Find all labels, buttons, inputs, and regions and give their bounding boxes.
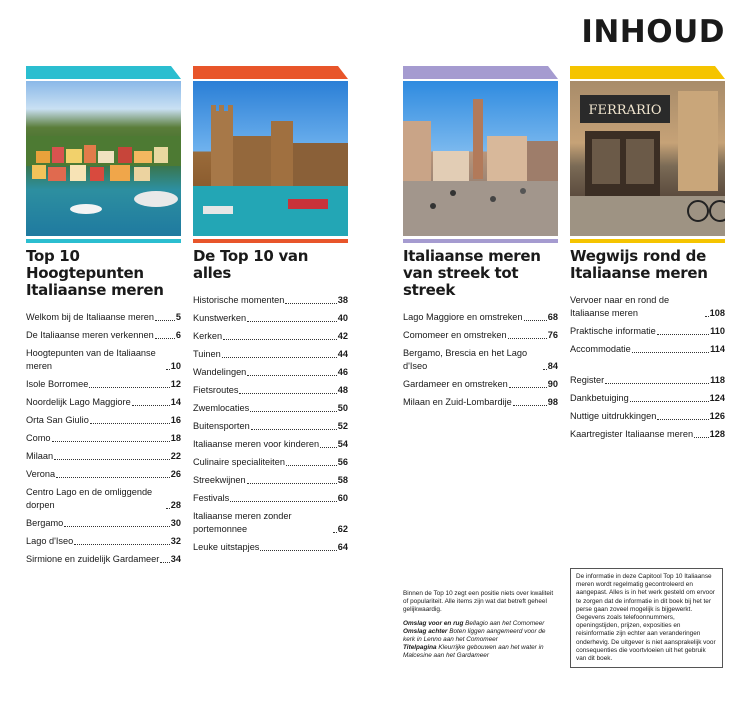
toc-item-title: Kerken — [193, 331, 223, 341]
toc-item-page: 38 — [337, 295, 348, 305]
toc-item-title: Dankbetuiging — [570, 393, 629, 403]
toc-item-page: 108 — [709, 308, 725, 318]
toc-item-page: 50 — [337, 403, 348, 413]
toc-item-page: 40 — [337, 313, 348, 323]
toc-item-title: Buitensporten — [193, 421, 250, 431]
toc-item-title: Accommodatie — [570, 344, 631, 354]
ferrario-sign: FERRARIO — [588, 103, 662, 118]
toc-item-page: 42 — [337, 331, 348, 341]
toc-item-title: Vervoer naar en rond de Italiaanse meren — [570, 295, 670, 318]
toc-item-page: 10 — [170, 361, 181, 371]
section-top10-everything — [193, 66, 348, 559]
toc-item-title: Italiaanse meren voor kinderen — [193, 439, 320, 449]
toc-leader-dots — [74, 544, 170, 545]
toc-item — [193, 330, 348, 343]
toc-item-page: 18 — [170, 433, 181, 443]
toc-item-page: 118 — [710, 375, 725, 385]
toc-item-title: Nuttige uitdrukkingen — [570, 411, 657, 421]
section-heading: Top 10 Hoogtepunten Italiaanse meren — [26, 247, 164, 299]
toc-leader-dots — [251, 429, 337, 430]
front-cover-text: Bellagio aan het Comomeer — [465, 620, 545, 627]
toc-leader-dots — [247, 483, 337, 484]
toc-item-page: 110 — [710, 326, 725, 336]
toc-item-page: 98 — [547, 397, 558, 407]
title-page-label: Titelpagina — [403, 644, 437, 651]
toc-leader-dots — [89, 387, 169, 388]
toc-item-title: Verona — [26, 469, 56, 479]
toc-list — [403, 311, 558, 409]
toc-leader-dots — [285, 303, 336, 304]
toc-item — [570, 392, 725, 405]
toc-item-title: Orta San Giulio — [26, 415, 89, 425]
toc-item-title: Italiaanse meren zonder portemonnee — [193, 511, 292, 534]
toc-item-title: Isole Borromee — [26, 379, 89, 389]
cover-notes — [403, 590, 558, 660]
toc-item-page: 28 — [170, 500, 181, 510]
color-rule — [403, 239, 558, 243]
toc-leader-dots — [230, 501, 337, 502]
section-heading: Italiaanse meren van streek tot streek — [403, 247, 541, 299]
toc-item-page: 52 — [337, 421, 348, 431]
toc-leader-dots — [247, 321, 337, 322]
toc-leader-dots — [286, 465, 337, 466]
photo-street-shop — [570, 81, 725, 236]
toc-item — [26, 553, 181, 566]
toc-item-page: 60 — [337, 493, 348, 503]
toc-item-page: 56 — [337, 457, 348, 467]
toc-item-title: Fietsroutes — [193, 385, 239, 395]
toc-item-title: Lago Maggiore en omstreken — [403, 312, 523, 322]
toc-leader-dots — [524, 320, 547, 321]
toc-item — [26, 468, 181, 481]
toc-leader-dots — [657, 334, 709, 335]
toc-item-page: 126 — [709, 411, 725, 421]
toc-item-page: 90 — [547, 379, 558, 389]
toc-leader-dots — [605, 383, 709, 384]
toc-item-title: Praktische informatie — [570, 326, 656, 336]
toc-leader-dots — [52, 441, 170, 442]
toc-item-title: Tuinen — [193, 349, 221, 359]
toc-item-page: 58 — [337, 475, 348, 485]
toc-item — [570, 410, 725, 423]
toc-item-title: Wandelingen — [193, 367, 247, 377]
front-cover-label: Omslag voor en rug — [403, 620, 464, 627]
toc-leader-dots — [64, 526, 169, 527]
toc-item-page: 34 — [170, 554, 181, 564]
toc-leader-dots — [166, 369, 170, 370]
toc-item-page: 76 — [547, 330, 558, 340]
toc-item-page: 32 — [170, 536, 181, 546]
color-rule — [570, 239, 725, 243]
toc-item-page: 22 — [170, 451, 181, 461]
toc-item — [26, 414, 181, 427]
toc-leader-dots — [513, 405, 547, 406]
toc-item-title: Historische momenten — [193, 295, 285, 305]
toc-item-title: Bergamo, Brescia en het Lago d'Iseo — [403, 348, 528, 371]
toc-leader-dots — [56, 477, 170, 478]
toc-item-page: 114 — [710, 344, 725, 354]
toc-item — [26, 329, 181, 342]
toc-leader-dots — [543, 369, 547, 370]
color-tab — [403, 66, 558, 79]
toc-item — [193, 366, 348, 379]
toc-item — [570, 374, 725, 387]
toc-item-title: Kaartregister Italiaanse meren — [570, 429, 694, 439]
toc-item-page: 44 — [337, 349, 348, 359]
toc-item — [193, 474, 348, 487]
toc-leader-dots — [166, 508, 170, 509]
photo-castle — [193, 81, 348, 236]
disclaimer-box: De informatie in deze Capitool Top 10 Italiaanse meren wordt regelmatig gecontroleerd en aangepast. Alles is in het werk gesteld om ervoor te zorgen dat de informatie in dit boek bij het ter perse gaan zoveel mogelijk is bijgewerkt. Gegevens zoals telefoonnummers, openingstijden, prijzen, exposities en reisinformatie zijn echter aan veranderingen onderhevig. De uitgever is niet aansprakelijk voor consequenties die voortvloeien uit het gebruik van dit boek. — [570, 568, 723, 668]
color-tab — [570, 66, 725, 79]
toc-item-title: De Italiaanse meren verkennen — [26, 330, 154, 340]
street-shop-illustration — [570, 81, 725, 236]
title-page-text: Kleurrijke gebouwen aan het water in Malcesine aan het Gardameer — [403, 644, 544, 659]
toc-leader-dots — [260, 550, 336, 551]
toc-leader-dots — [333, 532, 337, 533]
toc-item-title: Comomeer en omstreken — [403, 330, 507, 340]
color-tab — [193, 66, 348, 79]
toc-item-title: Noordelijk Lago Maggiore — [26, 397, 131, 407]
toc-leader-dots — [160, 562, 169, 563]
toc-item-page: 84 — [547, 361, 558, 371]
toc-item — [403, 378, 558, 391]
toc-item-title: Lago d'Iseo — [26, 536, 74, 546]
toc-leader-dots — [132, 405, 170, 406]
toc-item — [26, 311, 181, 324]
toc-leader-dots — [54, 459, 170, 460]
toc-leader-dots — [247, 375, 336, 376]
section-practical — [570, 66, 725, 446]
toc-item — [26, 535, 181, 548]
toc-item-title: Festivals — [193, 493, 230, 503]
toc-item-page: 14 — [170, 397, 181, 407]
toc-item-title: Welkom bij de Italiaanse meren — [26, 312, 155, 322]
toc-item — [403, 396, 558, 409]
toc-item-title: Register — [570, 375, 605, 385]
toc-item — [193, 420, 348, 433]
toc-leader-dots — [657, 419, 708, 420]
toc-item-title: Leuke uitstapjes — [193, 542, 260, 552]
toc-item-page: 12 — [170, 379, 181, 389]
toc-item — [193, 492, 348, 505]
toc-item — [193, 402, 348, 415]
back-cover-text: Boten liggen aangemeerd voor de kerk in Lenno aan het Comomeer — [403, 628, 546, 643]
toc-item-title: Streekwijnen — [193, 475, 246, 485]
toc-item — [193, 510, 348, 536]
toc-leader-dots — [630, 401, 709, 402]
toc-item-title: Milaan — [26, 451, 54, 461]
toc-item-title: Centro Lago en de omliggende dorpen — [26, 487, 153, 510]
toc-item — [26, 486, 181, 512]
toc-item — [403, 347, 558, 373]
back-cover-label: Omslag achter — [403, 628, 448, 635]
town-square-illustration — [403, 81, 558, 236]
section-heading: Wegwijs rond de Italiaanse meren — [570, 247, 708, 282]
color-rule — [193, 239, 348, 243]
toc-item-page: 124 — [709, 393, 725, 403]
toc-item — [26, 396, 181, 409]
toc-item-page: 26 — [170, 469, 181, 479]
toc-leader-dots — [509, 387, 547, 388]
toc-item-page: 30 — [170, 518, 181, 528]
toc-item-page: 6 — [175, 330, 181, 340]
toc-item — [403, 329, 558, 342]
toc-leader-dots — [250, 411, 337, 412]
toc-item — [193, 312, 348, 325]
toc-leader-dots — [705, 316, 709, 317]
toc-item-title: Como — [26, 433, 51, 443]
toc-item-page: 62 — [337, 524, 348, 534]
toc-item-title: Gardameer en omstreken — [403, 379, 508, 389]
toc-item-title: Kunstwerken — [193, 313, 247, 323]
toc-item — [193, 294, 348, 307]
toc-list — [26, 311, 181, 566]
photo-town-square — [403, 81, 558, 236]
toc-leader-dots — [155, 338, 175, 339]
toc-item-title: Bergamo — [26, 518, 64, 528]
toc-item — [570, 343, 725, 356]
toc-item — [26, 517, 181, 530]
toc-item — [403, 311, 558, 324]
toc-item-page: 64 — [337, 542, 348, 552]
toc-leader-dots — [155, 320, 175, 321]
toc-item-title: Sirmione en zuidelijk Gardameer — [26, 554, 160, 564]
toc-leader-dots — [320, 447, 337, 448]
toc-item — [193, 384, 348, 397]
toc-item-title: Culinaire specialiteiten — [193, 457, 285, 467]
section-regions — [403, 66, 558, 414]
photo-lakeside-village — [26, 81, 181, 236]
toc-leader-dots — [222, 357, 337, 358]
toc-list — [570, 294, 725, 441]
toc-list — [193, 294, 348, 554]
color-tab — [26, 66, 181, 79]
section-heading: De Top 10 van alles — [193, 247, 309, 282]
toc-item-title: Hoogtepunten van de Italiaanse meren — [26, 348, 156, 371]
toc-item-page: 54 — [337, 439, 348, 449]
toc-item — [193, 456, 348, 469]
toc-leader-dots — [508, 338, 547, 339]
toc-item — [26, 347, 181, 373]
toc-item-page: 68 — [547, 312, 558, 322]
toc-leader-dots — [632, 352, 709, 353]
toc-item — [570, 428, 725, 441]
toc-item-page: 48 — [337, 385, 348, 395]
toc-item-page: 16 — [170, 415, 181, 425]
toc-item — [193, 438, 348, 451]
toc-item — [193, 541, 348, 554]
lakeside-village-illustration — [26, 81, 181, 236]
castle-illustration — [193, 81, 348, 236]
toc-item — [26, 378, 181, 391]
toc-item — [570, 325, 725, 338]
toc-item — [570, 294, 725, 320]
toc-leader-dots — [694, 437, 709, 438]
toc-item — [193, 348, 348, 361]
toc-leader-dots — [90, 423, 170, 424]
toc-leader-dots — [223, 339, 337, 340]
toc-item — [26, 432, 181, 445]
toc-item-title: Zwemlocaties — [193, 403, 250, 413]
toc-leader-dots — [239, 393, 336, 394]
toc-item-page: 128 — [709, 429, 725, 439]
toc-item-page: 5 — [175, 312, 181, 322]
toc-item-title: Milaan en Zuid-Lombardije — [403, 397, 512, 407]
color-rule — [26, 239, 181, 243]
section-top10-highlights — [26, 66, 181, 571]
toc-item-page: 46 — [337, 367, 348, 377]
page-title: INHOUD — [581, 14, 725, 50]
notes-intro: Binnen de Top 10 zegt een positie niets over kwaliteit of populariteit. Alle items zijn wat dat betreft geheel gelijkwaardig. — [403, 590, 554, 613]
toc-item — [26, 450, 181, 463]
